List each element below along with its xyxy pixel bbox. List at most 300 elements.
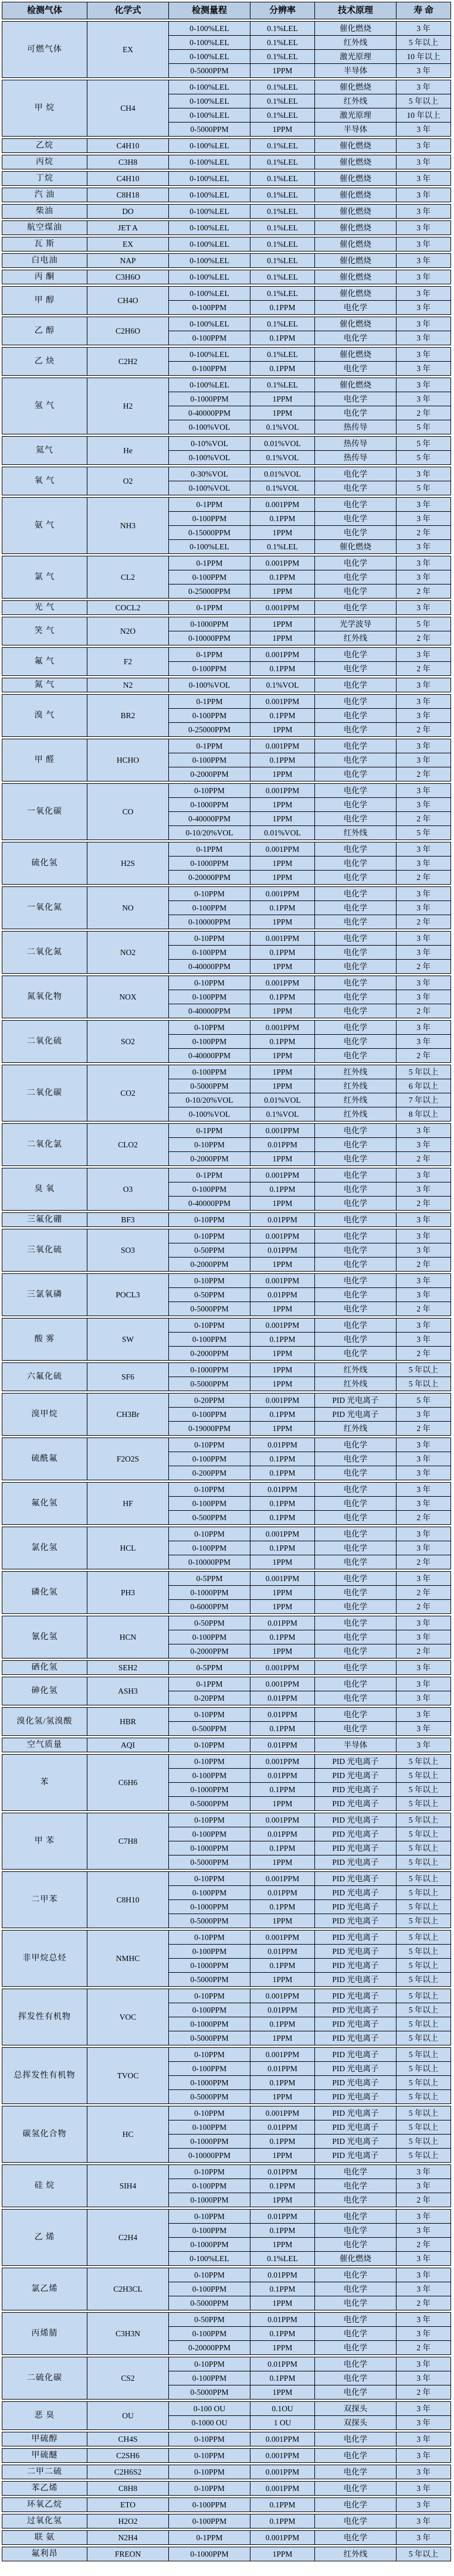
range-cell: 0-100PPM xyxy=(169,1182,250,1196)
principle-cell: 光学波导 xyxy=(315,617,396,631)
range-cell: 0-100PPM xyxy=(169,2120,250,2134)
gas-name-cell: 瓦 斯 xyxy=(2,237,87,251)
range-cell: 0-10/20%VOL xyxy=(169,1093,250,1107)
resolution-cell: 0.1PPM xyxy=(250,1841,314,1855)
resolution-cell: 0.1%LEL xyxy=(250,270,314,284)
lifespan-cell: 3 年 xyxy=(397,1483,450,1496)
formula-cell: POCL3 xyxy=(87,1274,168,1316)
range-cell: 0-2000PPM xyxy=(169,1258,250,1271)
principle-cell: 催化燃烧 xyxy=(315,237,396,251)
resolution-cell: 1PPM xyxy=(250,1152,314,1165)
resolution-cell: 1PPM xyxy=(250,1644,314,1658)
range-cell: 0-40000PPM xyxy=(169,1004,250,1018)
range-cell: 0-100PPM xyxy=(169,2179,250,2193)
lifespan-cell: 5 年以上 xyxy=(397,94,450,108)
lifespan-cell: 3 年 xyxy=(397,1333,450,1346)
principle-cell: 电化学 xyxy=(315,1511,396,1524)
gas-name-cell: 甲硫醇 xyxy=(2,2432,87,2446)
resolution-cell: 0.1PPM xyxy=(250,662,314,675)
principle-cell: 催化燃烧 xyxy=(315,317,396,331)
gas-name-cell: 甲 醛 xyxy=(2,739,87,781)
resolution-cell: 1PPM xyxy=(250,1065,314,1079)
range-cell: 0-100PPM xyxy=(169,1630,250,1644)
gas-group xyxy=(2,842,451,885)
resolution-cell: 0.001PPM xyxy=(250,2531,314,2544)
range-cell: 0-10PPM xyxy=(169,932,250,945)
principle-cell: 激光原理 xyxy=(315,50,396,63)
resolution-cell: 0.1%LEL xyxy=(250,155,314,169)
range-cell: 0-100%VOL xyxy=(169,1107,250,1121)
lifespan-cell: 2 年 xyxy=(397,2238,450,2251)
resolution-cell: 1PPM xyxy=(250,1855,314,1869)
range-cell: 0-100PPM xyxy=(169,753,250,767)
gas-group xyxy=(2,1616,451,1659)
range-cell: 0-1000PPM xyxy=(169,2193,250,2207)
range-cell: 0-100%LEL xyxy=(169,155,250,169)
range-cell: 0-2000PPM xyxy=(169,767,250,781)
range-cell: 0-100%LEL xyxy=(169,139,250,152)
formula-cell: HCHO xyxy=(87,739,168,781)
range-cell: 0-1000PPM xyxy=(169,2017,250,2031)
lifespan-cell: 3 年 xyxy=(397,1466,450,1480)
lifespan-cell: 2 年 xyxy=(397,812,450,825)
range-cell: 0-500PPM xyxy=(169,1722,250,1735)
lifespan-cell: 3 年 xyxy=(397,467,450,481)
principle-cell: 电化学 xyxy=(315,753,396,767)
lifespan-cell: 3 年 xyxy=(397,498,450,511)
table-body xyxy=(2,21,451,2561)
gas-name-cell: 碳氢化合物 xyxy=(2,2106,87,2162)
gas-group xyxy=(2,436,451,465)
gas-name-cell: 氟 气 xyxy=(2,648,87,675)
range-cell: 0-10PPM xyxy=(169,1738,250,1752)
range-cell: 0-100%LEL xyxy=(169,221,250,235)
principle-cell: PID 光电离子 xyxy=(315,2090,396,2103)
resolution-cell: 1PPM xyxy=(250,526,314,539)
resolution-cell: 0.1PPM xyxy=(250,2498,314,2512)
principle-cell: 电化学 xyxy=(315,2296,396,2310)
lifespan-cell: 3 年 xyxy=(397,205,450,218)
range-cell: 0-100%VOL xyxy=(169,481,250,495)
principle-cell: 电化学 xyxy=(315,1152,396,1165)
resolution-cell: 0.001PPM xyxy=(250,2465,314,2479)
principle-cell: 催化燃烧 xyxy=(315,270,396,284)
gas-group xyxy=(2,1738,451,1752)
lifespan-cell: 3 年 xyxy=(397,123,450,136)
range-cell: 0-10PPM xyxy=(169,1755,250,1768)
gas-name-cell: 汽 油 xyxy=(2,188,87,202)
header-cell-principle: 技术原理 xyxy=(315,2,396,19)
resolution-cell: 1PPM xyxy=(250,723,314,736)
range-cell: 0-100PPM xyxy=(169,1065,250,1079)
gas-group xyxy=(2,1707,451,1736)
principle-cell: 催化燃烧 xyxy=(315,221,396,235)
resolution-cell: 0.01%VOL xyxy=(250,467,314,481)
range-cell: 0-10PPM xyxy=(169,1021,250,1034)
principle-cell: 双探头 xyxy=(315,2416,396,2429)
resolution-cell: 0.001PPM xyxy=(250,1021,314,1034)
principle-cell: PID 光电离子 xyxy=(315,1931,396,1944)
lifespan-cell: 3 年 xyxy=(397,570,450,584)
principle-cell: PID 光电离子 xyxy=(315,1900,396,1914)
resolution-cell: 0.01%VOL xyxy=(250,826,314,840)
resolution-cell: 0.1PPM xyxy=(250,1511,314,1524)
range-cell: 0-5000PPM xyxy=(169,1797,250,1810)
lifespan-cell: 5 年以上 xyxy=(397,1377,450,1391)
gas-group xyxy=(2,678,451,692)
range-cell: 0-100PPM xyxy=(169,2514,250,2528)
gas-name-cell: 二甲苯 xyxy=(2,1872,87,1928)
lifespan-cell: 5 年以上 xyxy=(397,1841,450,1855)
gas-group xyxy=(2,1229,451,1272)
range-cell: 0-15000PPM xyxy=(169,526,250,539)
lifespan-cell: 3 年 xyxy=(397,648,450,661)
formula-cell: NMHC xyxy=(87,1931,168,1986)
resolution-cell: 0.1PPM xyxy=(250,2282,314,2296)
gas-name-cell: 空气质量 xyxy=(2,1738,87,1752)
lifespan-cell: 3 年 xyxy=(397,932,450,945)
range-cell: 0-100PPM xyxy=(169,1497,250,1510)
principle-cell: 电化学 xyxy=(315,526,396,539)
gas-group xyxy=(2,2164,451,2207)
resolution-cell: 0.1PPM xyxy=(250,1497,314,1510)
resolution-cell: 1PPM xyxy=(250,767,314,781)
gas-group xyxy=(2,270,451,284)
principle-cell: 电化学 xyxy=(315,1600,396,1613)
lifespan-cell: 3 年 xyxy=(397,842,450,856)
principle-cell: PID 光电离子 xyxy=(315,1973,396,1986)
principle-cell: PID 光电离子 xyxy=(315,1813,396,1827)
gas-name-cell: 六氟化硫 xyxy=(2,1363,87,1391)
resolution-cell: 0.001PPM xyxy=(250,2048,314,2061)
resolution-cell: 0.1%LEL xyxy=(250,139,314,152)
resolution-cell: 0.1PPM xyxy=(250,2371,314,2385)
gas-name-cell: 二氧化硫 xyxy=(2,1021,87,1062)
gas-group xyxy=(2,286,451,315)
gas-group xyxy=(2,2401,451,2430)
formula-cell: EX xyxy=(87,22,168,77)
resolution-cell: 0.1PPM xyxy=(250,362,314,375)
formula-cell: N2 xyxy=(87,678,168,692)
range-cell: 0-100%LEL xyxy=(169,172,250,185)
lifespan-cell: 2 年 xyxy=(397,1152,450,1165)
range-cell: 0-50PPM xyxy=(169,2313,250,2326)
resolution-cell: 0.001PPM xyxy=(250,976,314,990)
principle-cell: 电化学 xyxy=(315,2313,396,2326)
principle-cell: PID 光电离子 xyxy=(315,1959,396,1972)
resolution-cell: 0.01PPM xyxy=(250,2268,314,2282)
formula-cell: ETO xyxy=(87,2498,168,2512)
resolution-cell: 1PPM xyxy=(250,2385,314,2399)
lifespan-cell: 3 年 xyxy=(397,155,450,169)
principle-cell: 催化燃烧 xyxy=(315,22,396,35)
lifespan-cell: 3 年 xyxy=(397,1182,450,1196)
range-cell: 0-100%LEL xyxy=(169,188,250,202)
principle-cell: 电化学 xyxy=(315,1182,396,1196)
resolution-cell: 1PPM xyxy=(250,1797,314,1810)
range-cell: 0-20PPM xyxy=(169,1394,250,1407)
gas-name-cell: 臭 氧 xyxy=(2,1168,87,1210)
resolution-cell: 0.001PPM xyxy=(250,1677,314,1691)
resolution-cell: 0.001PPM xyxy=(250,887,314,900)
lifespan-cell: 3 年 xyxy=(397,798,450,811)
lifespan-cell: 2 年 xyxy=(397,631,450,645)
range-cell: 0-1PPM xyxy=(169,556,250,570)
resolution-cell: 0.01PPM xyxy=(250,2313,314,2326)
lifespan-cell: 3 年 xyxy=(397,22,450,35)
resolution-cell: 0.1PPM xyxy=(250,709,314,722)
principle-cell: 红外线 xyxy=(315,826,396,840)
formula-cell: C3H8 xyxy=(87,155,168,169)
range-cell: 0-10PPM xyxy=(169,2357,250,2371)
formula-cell: HCL xyxy=(87,1527,168,1569)
principle-cell: 催化燃烧 xyxy=(315,2252,396,2265)
principle-cell: 催化燃烧 xyxy=(315,155,396,169)
formula-cell: N2O xyxy=(87,617,168,645)
resolution-cell: 0.01PPM xyxy=(250,1691,314,1705)
gas-group xyxy=(2,317,451,345)
range-cell: 0-100PPM xyxy=(169,1541,250,1555)
range-cell: 0-40000PPM xyxy=(169,812,250,825)
resolution-cell: 0.1PPM xyxy=(250,1959,314,1972)
range-cell: 0-100%LEL xyxy=(169,108,250,122)
principle-cell: 电化学 xyxy=(315,887,396,900)
gas-group xyxy=(2,1393,451,1436)
gas-group xyxy=(2,1020,451,1063)
range-cell: 0-40000PPM xyxy=(169,960,250,973)
lifespan-cell: 2 年 xyxy=(397,1004,450,1018)
resolution-cell: 0.1PPM xyxy=(250,1541,314,1555)
resolution-cell: 0.01PPM xyxy=(250,2210,314,2223)
range-cell: 0-10PPM xyxy=(169,2165,250,2179)
lifespan-cell: 5 年 xyxy=(397,420,450,434)
formula-cell: HBR xyxy=(87,1708,168,1735)
principle-cell: 电化学 xyxy=(315,932,396,945)
gas-name-cell: 硫化氢 xyxy=(2,842,87,884)
resolution-cell: 0.1PPM xyxy=(250,901,314,915)
range-cell: 0-5000PPM xyxy=(169,123,250,136)
lifespan-cell: 3 年 xyxy=(397,2210,450,2223)
resolution-cell: 1PPM xyxy=(250,64,314,77)
gas-group xyxy=(2,1318,451,1361)
principle-cell: 电化学 xyxy=(315,1586,396,1599)
principle-cell: 电化学 xyxy=(315,1288,396,1301)
range-cell: 0-5PPM xyxy=(169,1661,250,1674)
range-cell: 0-10PPM xyxy=(169,976,250,990)
principle-cell: 电化学 xyxy=(315,678,396,692)
range-cell: 0-10000PPM xyxy=(169,2149,250,2162)
gas-group xyxy=(2,931,451,974)
resolution-cell: 0.001PPM xyxy=(250,2482,314,2495)
range-cell: 0-100PPM xyxy=(169,1035,250,1048)
formula-cell: C8H8 xyxy=(87,2482,168,2495)
resolution-cell: 0.001PPM xyxy=(250,1661,314,1674)
gas-name-cell: 硒化氢 xyxy=(2,1661,87,1674)
principle-cell: 电化学 xyxy=(315,784,396,797)
principle-cell: 电化学 xyxy=(315,812,396,825)
principle-cell: 电化学 xyxy=(315,798,396,811)
resolution-cell: 0.01PPM xyxy=(250,1769,314,1782)
lifespan-cell: 3 年 xyxy=(397,1021,450,1034)
principle-cell: 热传导 xyxy=(315,420,396,434)
range-cell: 0-10PPM xyxy=(169,887,250,900)
principle-cell: 红外线 xyxy=(315,1422,396,1435)
range-cell: 0-1PPM xyxy=(169,695,250,708)
gas-name-cell: 氰化氢 xyxy=(2,1616,87,1658)
gas-group xyxy=(2,1571,451,1614)
range-cell: 0-100PPM xyxy=(169,990,250,1004)
range-cell: 0-10PPM xyxy=(169,2465,250,2479)
principle-cell: 电化学 xyxy=(315,1035,396,1048)
range-cell: 0-10PPM xyxy=(169,1438,250,1452)
gas-name-cell: 氯化氢 xyxy=(2,1527,87,1569)
range-cell: 0-50PPM xyxy=(169,1243,250,1257)
gas-group xyxy=(2,21,451,78)
range-cell: 0-100PPM xyxy=(169,301,250,314)
gas-name-cell: 氟利昂 xyxy=(2,2547,87,2561)
resolution-cell: 0.01PPM xyxy=(250,1738,314,1752)
range-cell: 0-100PPM xyxy=(169,1333,250,1346)
resolution-cell: 0.001PPM xyxy=(250,932,314,945)
lifespan-cell: 5 年以上 xyxy=(397,1769,450,1782)
lifespan-cell: 3 年 xyxy=(397,709,450,722)
principle-cell: 电化学 xyxy=(315,1483,396,1496)
range-cell: 0-1000PPM xyxy=(169,798,250,811)
range-cell: 0-100%LEL xyxy=(169,80,250,94)
principle-cell: 电化学 xyxy=(315,1497,396,1510)
principle-cell: 电化学 xyxy=(315,1616,396,1630)
gas-group xyxy=(2,2481,451,2496)
resolution-cell: 0.1PPM xyxy=(250,2514,314,2528)
range-cell: 0-100PPM xyxy=(169,662,250,675)
gas-group xyxy=(2,2106,451,2163)
resolution-cell: 1PPM xyxy=(250,1973,314,1986)
resolution-cell: 0.001PPM xyxy=(250,2449,314,2462)
principle-cell: PID 光电离子 xyxy=(315,1855,396,1869)
resolution-cell: 0.001PPM xyxy=(250,1229,314,1243)
formula-cell: SW xyxy=(87,1318,168,1360)
lifespan-cell: 5 年以上 xyxy=(397,2120,450,2134)
range-cell: 0-1PPM xyxy=(169,1677,250,1691)
principle-cell: 电化学 xyxy=(315,392,396,406)
range-cell: 0-100%LEL xyxy=(169,348,250,361)
principle-cell: 催化燃烧 xyxy=(315,139,396,152)
resolution-cell: 1PPM xyxy=(250,1586,314,1599)
principle-cell: 电化学 xyxy=(315,498,396,511)
range-cell: 0-100PPM xyxy=(169,901,250,915)
resolution-cell: 0.001PPM xyxy=(250,648,314,661)
principle-cell: 电化学 xyxy=(315,2179,396,2193)
lifespan-cell: 3 年 xyxy=(397,221,450,235)
principle-cell: PID 光电离子 xyxy=(315,2003,396,2017)
resolution-cell: 1PPM xyxy=(250,1555,314,1569)
gas-name-cell: 三氯氧磷 xyxy=(2,1274,87,1316)
range-cell: 0-100%LEL xyxy=(169,94,250,108)
formula-cell: C3H6O xyxy=(87,270,168,284)
principle-cell: 电化学 xyxy=(315,2193,396,2207)
principle-cell: PID 光电离子 xyxy=(315,1408,396,1421)
principle-cell: PID 光电离子 xyxy=(315,1914,396,1928)
gas-group xyxy=(2,976,451,1018)
formula-cell: SIH4 xyxy=(87,2165,168,2207)
resolution-cell: 0.001PPM xyxy=(250,1813,314,1827)
resolution-cell: 0.001PPM xyxy=(250,2106,314,2120)
range-cell: 0-10PPM xyxy=(169,1138,250,1151)
lifespan-cell: 5 年以上 xyxy=(397,2076,450,2089)
lifespan-cell: 3 年 xyxy=(397,2514,450,2528)
formula-cell: H2 xyxy=(87,378,168,434)
lifespan-cell: 3 年 xyxy=(397,784,450,797)
gas-group xyxy=(2,2530,451,2545)
lifespan-cell: 3 年 xyxy=(397,1452,450,1466)
principle-cell: 电化学 xyxy=(315,1661,396,1674)
range-cell: 0-100PPM xyxy=(169,1452,250,1466)
lifespan-cell: 2 年 xyxy=(397,723,450,736)
lifespan-cell: 5 年以上 xyxy=(397,2062,450,2075)
resolution-cell: 0.01PPM xyxy=(250,1827,314,1841)
range-cell: 0-100PPM xyxy=(169,2062,250,2075)
resolution-cell: 0.001PPM xyxy=(250,1318,314,1332)
range-cell: 0-10PPM xyxy=(169,1318,250,1332)
principle-cell: 红外线 xyxy=(315,2547,396,2561)
resolution-cell: 0.01PPM xyxy=(250,1243,314,1257)
lifespan-cell: 5 年以上 xyxy=(397,2547,450,2561)
resolution-cell: 0.01PPM xyxy=(250,2357,314,2371)
resolution-cell: 1PPM xyxy=(250,1197,314,1210)
lifespan-cell: 3 年 xyxy=(397,1274,450,1287)
lifespan-cell: 6 年以上 xyxy=(397,1079,450,1093)
resolution-cell: 0.1PPM xyxy=(250,570,314,584)
resolution-cell: 0.1PPM xyxy=(250,1466,314,1480)
lifespan-cell: 3 年 xyxy=(397,317,450,331)
lifespan-cell: 2 年 xyxy=(397,526,450,539)
resolution-cell: 1PPM xyxy=(250,1377,314,1391)
gas-group xyxy=(2,2448,451,2463)
gas-group xyxy=(2,347,451,376)
resolution-cell: 0.1PPM xyxy=(250,2017,314,2031)
resolution-cell: 0.001PPM xyxy=(250,1168,314,1182)
principle-cell: 电化学 xyxy=(315,2268,396,2282)
resolution-cell: 0.1%VOL xyxy=(250,451,314,464)
lifespan-cell: 3 年 xyxy=(397,64,450,77)
lifespan-cell: 3 年 xyxy=(397,2432,450,2446)
formula-cell: ASH3 xyxy=(87,1677,168,1705)
resolution-cell: 1PPM xyxy=(250,871,314,884)
principle-cell: 电化学 xyxy=(315,1347,396,1360)
principle-cell: 电化学 xyxy=(315,1527,396,1541)
gas-group xyxy=(2,886,451,929)
range-cell: 0-6000PPM xyxy=(169,1600,250,1613)
range-cell: 0-1000PPM xyxy=(169,2547,250,2561)
resolution-cell: 1PPM xyxy=(250,1347,314,1360)
gas-name-cell: 氮 气 xyxy=(2,678,87,692)
range-cell: 0-1PPM xyxy=(169,739,250,753)
principle-cell: 电化学 xyxy=(315,960,396,973)
lifespan-cell: 3 年 xyxy=(397,512,450,525)
range-cell: 0-1PPM xyxy=(169,601,250,614)
formula-cell: HCN xyxy=(87,1616,168,1658)
resolution-cell: 0.001PPM xyxy=(250,842,314,856)
resolution-cell: 0.1%LEL xyxy=(250,317,314,331)
gas-name-cell: 甲 烷 xyxy=(2,80,87,136)
gas-group xyxy=(2,155,451,169)
principle-cell: 电化学 xyxy=(315,2282,396,2296)
lifespan-cell: 3 年 xyxy=(397,1497,450,1510)
formula-cell: SF6 xyxy=(87,1363,168,1391)
formula-cell: FREON xyxy=(87,2547,168,2561)
gas-name-cell: 硅 烷 xyxy=(2,2165,87,2207)
range-cell: 0-100PPM xyxy=(169,2327,250,2340)
